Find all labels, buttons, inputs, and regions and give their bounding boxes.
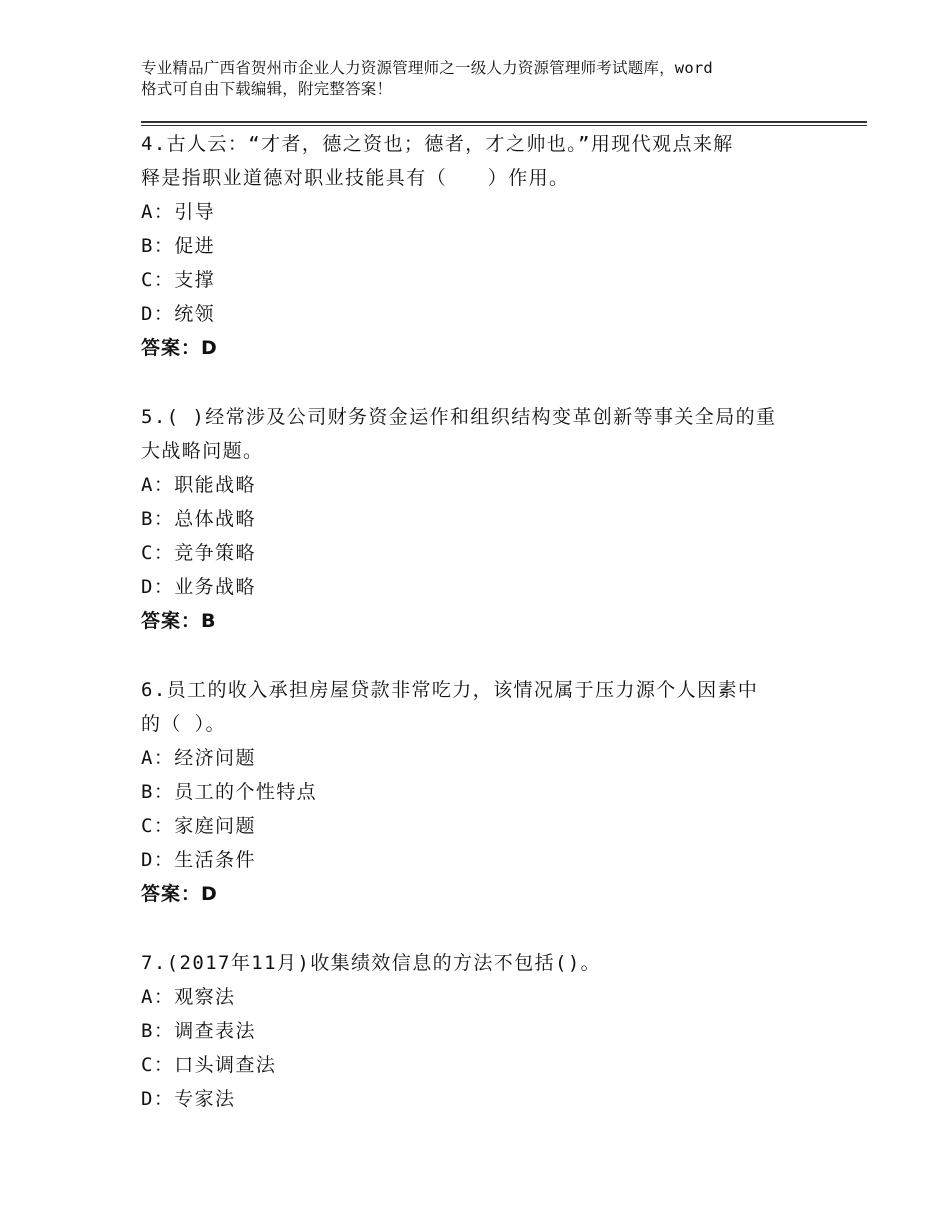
question-6 [141,673,821,911]
question-stem-line: 7.(2017年11月)收集绩效信息的方法不包括()。 [141,952,602,974]
option-d: D：业务战略 [141,576,256,598]
question-7 [141,946,821,1116]
question-stem-line: 的（ ）。 [141,713,226,735]
option-a: A：职能战略 [141,474,256,496]
question-stem-line: 释是指职业道德对职业技能具有（ ）作用。 [141,167,570,189]
option-c: C：支撑 [141,269,216,291]
option-c: C：口头调查法 [141,1054,277,1076]
header-rule-thick [141,121,867,123]
question-stem-line: 6.员工的收入承担房屋贷款非常吃力，该情况属于压力源个人因素中 [141,679,759,701]
option-b: B：调查表法 [141,1020,256,1042]
option-a: A：引导 [141,201,216,223]
option-b: B：促进 [141,235,216,257]
answer: 答案：B [141,610,217,632]
header-rule-thin [141,125,867,126]
option-d: D：生活条件 [141,849,256,871]
option-d: D：统领 [141,303,216,325]
answer: 答案：D [141,337,218,359]
question-stem-line: 5.( )经常涉及公司财务资金运作和组织结构变革创新等事关全局的重 [141,406,777,428]
question-stem-line: 4.古人云：“才者，德之资也；德者，才之帅也。”用现代观点来解 [141,133,734,155]
option-b: B：总体战略 [141,508,256,530]
question-stem-line: 大战略问题。 [141,440,264,462]
option-a: A：经济问题 [141,747,256,769]
header-line-1: 专业精品广西省贺州市企业人力资源管理师之一级人力资源管理师考试题库，word [141,59,713,77]
question-5 [141,400,821,638]
option-c: C：家庭问题 [141,815,256,837]
question-4 [141,127,821,365]
option-d: D：专家法 [141,1088,236,1110]
document-header [141,58,831,100]
option-a: A：观察法 [141,986,236,1008]
answer: 答案：D [141,883,218,905]
header-line-2: 格式可自由下载编辑，附完整答案！ [141,80,393,98]
option-c: C：竞争策略 [141,542,256,564]
option-b: B：员工的个性特点 [141,781,318,803]
